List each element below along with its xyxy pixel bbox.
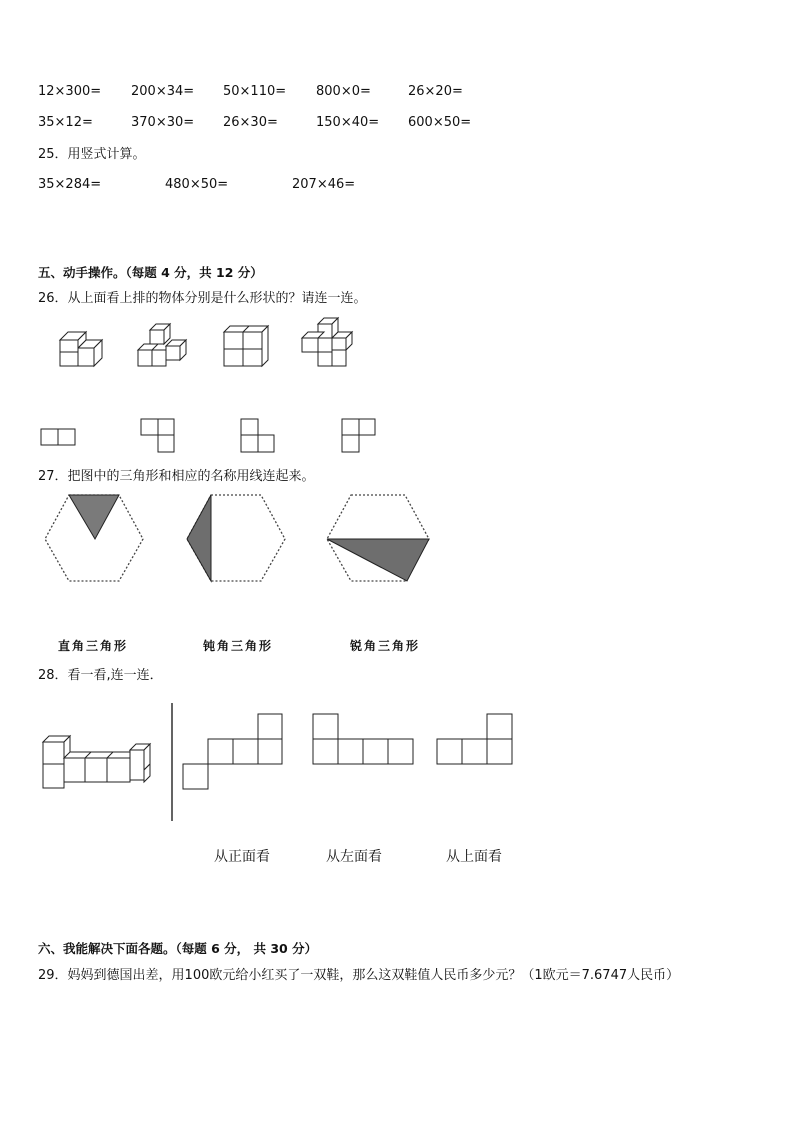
divider-line bbox=[170, 703, 174, 823]
section-5-title: 五、动手操作。（每题 4 分，共 12 分） bbox=[38, 265, 263, 280]
label-top-view: 从上面看 bbox=[446, 849, 502, 865]
calc-item: 370×30= bbox=[131, 115, 195, 130]
view-shape-c bbox=[436, 713, 516, 767]
label-obtuse-triangle: 钝角三角形 bbox=[203, 639, 274, 653]
calc-item: 50×110= bbox=[223, 84, 287, 99]
calc-item: 200×34= bbox=[131, 84, 195, 99]
cube-figure-1 bbox=[56, 328, 106, 370]
calc-item: 12×300= bbox=[38, 84, 102, 99]
cube-solid-figure bbox=[40, 736, 155, 792]
hexagon-figure-3 bbox=[327, 493, 429, 583]
question-26-title: 26．从上面看上排的物体分别是什么形状的？请连一连。 bbox=[38, 291, 367, 306]
section-6-title: 六、我能解决下面各题。（每题 6 分， 共 30 分） bbox=[38, 941, 318, 956]
vertical-calc-item: 207×46= bbox=[292, 177, 356, 192]
cube-figure-3 bbox=[222, 324, 272, 370]
hexagon-figure-1 bbox=[43, 493, 145, 583]
calc-item: 26×20= bbox=[408, 84, 463, 99]
cube-figure-2 bbox=[136, 322, 188, 372]
top-view-3 bbox=[240, 418, 276, 454]
question-25-title: 25．用竖式计算。 bbox=[38, 147, 146, 162]
cube-figure-4 bbox=[300, 318, 356, 370]
view-shape-b bbox=[312, 713, 416, 767]
view-shape-a bbox=[182, 713, 284, 791]
calc-item: 800×0= bbox=[316, 84, 371, 99]
calc-item: 35×12= bbox=[38, 115, 93, 130]
label-acute-triangle: 锐角三角形 bbox=[350, 639, 421, 653]
label-front-view: 从正面看 bbox=[214, 849, 270, 865]
label-right-triangle: 直角三角形 bbox=[58, 639, 129, 653]
question-28-title: 28．看一看,连一连． bbox=[38, 668, 163, 683]
hexagon-figure-2 bbox=[185, 493, 287, 583]
vertical-calc-item: 480×50= bbox=[165, 177, 229, 192]
top-view-2 bbox=[140, 418, 176, 454]
question-27-title: 27．把图中的三角形和相应的名称用线连起来。 bbox=[38, 469, 315, 484]
label-left-view: 从左面看 bbox=[326, 849, 382, 865]
question-29-title: 29．妈妈到德国出差，用100欧元给小红买了一双鞋，那么这双鞋值人民币多少元？（1欧元＝7.6747人民币） bbox=[38, 968, 680, 983]
calc-item: 26×30= bbox=[223, 115, 278, 130]
vertical-calc-item: 35×284= bbox=[38, 177, 102, 192]
calc-item: 600×50= bbox=[408, 115, 472, 130]
top-view-4 bbox=[341, 418, 377, 454]
top-view-1 bbox=[40, 427, 76, 447]
calc-item: 150×40= bbox=[316, 115, 380, 130]
